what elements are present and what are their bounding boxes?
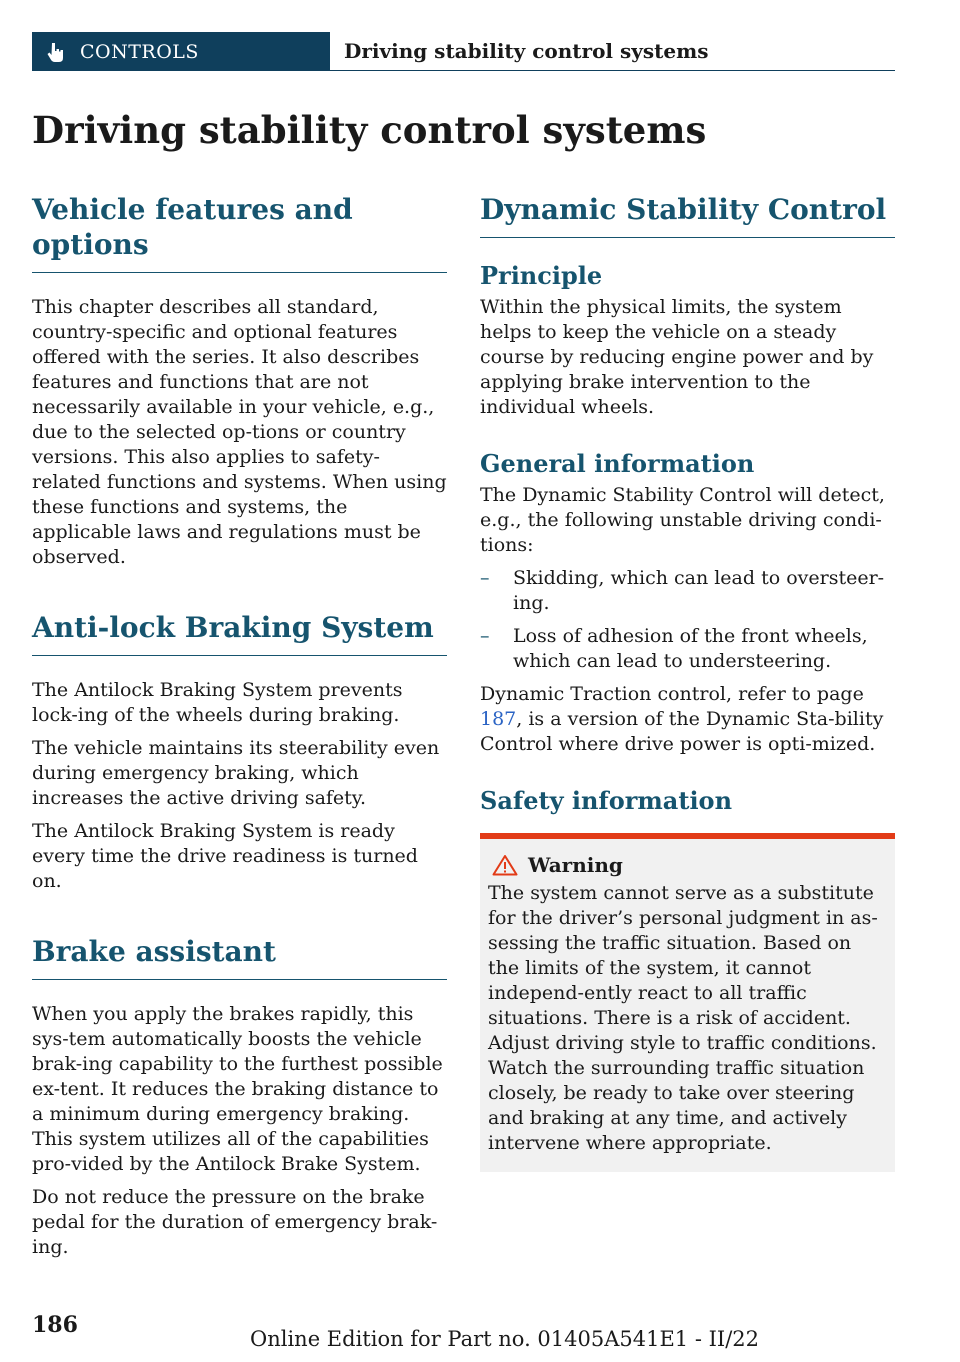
dtc-reference-text bbox=[480, 682, 895, 757]
abs-paragraph-1: The Antilock Braking System prevents lock-ing of the wheels during braking. bbox=[32, 679, 403, 726]
list-dash: – bbox=[480, 625, 490, 648]
right-column bbox=[480, 192, 895, 1172]
list-item-text: Skidding, which can lead to oversteer-ing. bbox=[513, 567, 885, 615]
page-title: Driving stability control systems bbox=[32, 108, 707, 152]
chapter-tab[interactable] bbox=[32, 32, 330, 71]
page-header bbox=[32, 32, 895, 71]
principle-text: Within the physical limits, the system helps to keep the vehicle on a steady course by reducing engine power and by applying brake intervention to the individual wheels. bbox=[480, 296, 874, 419]
warning-text: The system cannot serve as a substitute for the driver’s personal judgment in as-sessing the traffic situation. Based on the limits of the system, it cannot independ-ently react to all traffic situations. There is a risk of accident. Adjust driving style to traffic conditions. Watch the surrounding traffic situation closely, be ready to take over steering and braking at any time, and actively intervene where appropriate. bbox=[488, 881, 878, 1154]
heading-safety-information: Safety information bbox=[480, 786, 733, 816]
page-reference-link[interactable]: 187 bbox=[480, 708, 517, 731]
heading-brake-assistant: Brake assistant bbox=[32, 934, 447, 980]
list-item bbox=[480, 624, 895, 674]
list-item-text: Loss of adhesion of the front wheels, which can lead to understeering. bbox=[513, 625, 868, 673]
brake-assistant-paragraph-1: When you apply the brakes rapidly, this sys-tem automatically boosts the vehicle brak-ing capability to the furthest possible ex-tent. It reduces the braking distance to a minimum during emergency braking. This system utilizes all of the capabilities pro-vided by the Antilock Brake System. bbox=[32, 1003, 443, 1175]
dtc-text-before: Dynamic Traction control, refer to page bbox=[480, 683, 864, 706]
dtc-text-after: , is a version of the Dynamic Sta-bility Control where drive power is opti-mized. bbox=[480, 708, 884, 756]
warning-triangle-icon bbox=[492, 854, 518, 876]
heading-vehicle-features: Vehicle features and options bbox=[32, 192, 447, 273]
general-intro-text: The Dynamic Stability Control will detect, e.g., the following unstable driving condi-tions: bbox=[480, 484, 885, 557]
warning-box bbox=[480, 833, 895, 1172]
page-number: 186 bbox=[32, 1312, 78, 1338]
heading-dsc: Dynamic Stability Control bbox=[480, 192, 895, 238]
brake-assistant-paragraph-2: Do not reduce the pressure on the brake pedal for the duration of emergency brak-ing. bbox=[32, 1186, 438, 1258]
abs-paragraph-2: The vehicle maintains its steerability even during emergency braking, which increases the active driving safety. bbox=[32, 737, 440, 809]
warning-header bbox=[488, 853, 887, 877]
heading-principle: Principle bbox=[480, 261, 603, 290]
list-dash: – bbox=[480, 567, 490, 590]
heading-general-information: General information bbox=[480, 449, 755, 479]
warning-label: Warning bbox=[528, 852, 623, 877]
running-header-title: Driving stability control systems bbox=[330, 32, 895, 71]
abs-paragraph-3: The Antilock Braking System is ready every time the drive readiness is turned on. bbox=[32, 820, 418, 892]
list-item bbox=[480, 566, 895, 616]
vehicle-features-text: This chapter describes all standard, country-specific and optional features offered with the series. It also describes features and functions that are not necessarily available in your vehicle, e.g., due to the selected op-tions or country versions. This also applies to safety-related functions and systems. When using these functions and systems, the applicable laws and regulations must be observed. bbox=[32, 296, 447, 568]
left-column bbox=[32, 192, 447, 1260]
chapter-tab-label: CONTROLS bbox=[80, 40, 199, 63]
heading-abs: Anti-lock Braking System bbox=[32, 610, 447, 656]
hand-pointer-icon bbox=[44, 41, 66, 63]
footer-edition: Online Edition for Part no. 01405A541E1 - II/22 bbox=[250, 1327, 760, 1351]
